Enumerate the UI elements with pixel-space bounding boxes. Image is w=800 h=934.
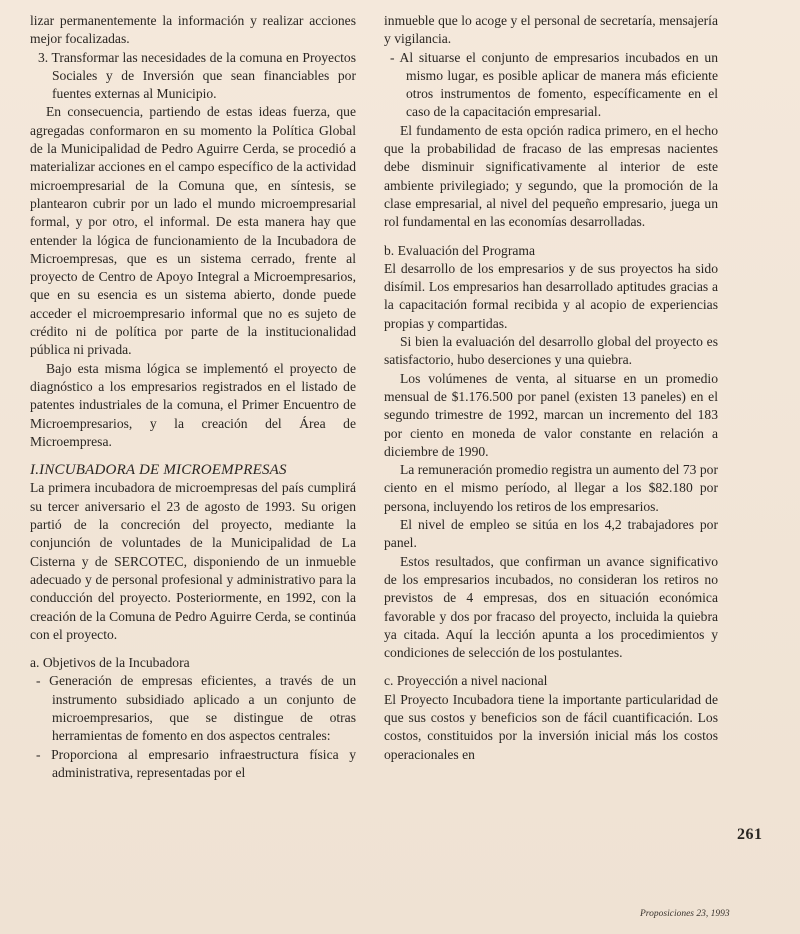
paragraph-fundamento: El fundamento de esta opción radica primero, en el hecho que la probabilidad de fracaso de las empresas nacientes debe disminuir significativamente al interior de este ambiente privilegiado; y segundo, que la promoción de la clase empresarial, al nivel del pequeño empresario, juega un rol fundamental en las economías desarrolladas. [384, 122, 718, 230]
paragraph-consecuencia: En consecuencia, partiendo de estas ideas fuerza, que agregadas conformaron en su momento la Política Global de la Municipalidad de Pedro Aguirre Cerda, se procedió a materializar acciones en el campo específico de la actividad microempresarial de la Comuna que, en síntesis, se plantearon cubrir por un lado el mundo microempresarial formal, y por otro, el informal. De esta manera hay que entender la lógica de funcionamiento de la Incubadora de Microempresas, que es un sistema cerrado, frente al proyecto de Centro de Apoyo Integral a Microempresarios, que en su esencia es un sistema abierto, donde puede acceder el microempresario informal que no es sujeto de crédito ni de política por parte de la institucionalidad pública ni privada. [30, 104, 356, 358]
paragraph-primera-incubadora: La primera incubadora de microempresas del país cumplirá su tercer aniversario el 23 de agosto de 1993. Su origen partió de la concreción del proyecto, mediante la conjunción de voluntades de la Municipalidad de La Cisterna y de SERCOTEC, disponiendo de un inmueble adecuado y de personal profesional y administrativo para la conducción del proyecto. Posteriormente, en 1992, con la creación de la Comuna de Pedro Aguirre Cerda, se continúa con el proyecto. [30, 480, 356, 642]
paragraph-resultados: Estos resultados, que confirman un avance significativo de los empresarios incubados, no consideran los retiros no previstos de 4 empresas, dos en situación económica favorable y dos por fracaso del proyecto, incluida la quiebra ya citada. Aquí la lección apunta a los procedimientos y condiciones de selección de los postulantes. [384, 553, 718, 661]
paragraph-desarrollo: El desarrollo de los empresarios y de sus proyectos ha sido disímil. Los empresarios han desarrollado aptitudes gracias a la capacitación formal recibida y al acopio de experiencias propias y compartidas. [384, 260, 718, 331]
bullet-generacion: - Generación de empresas eficientes, a través de un instrumento subsidiado aplicado a un conjunto de microempresarios, que se distingue de otras herramientas de fomento en dos aspectos centrales: [36, 673, 356, 744]
subheading-evaluacion: b. Evaluación del Programa [384, 242, 535, 258]
bullet-al-situarse: - Al situarse el conjunto de empresarios incubados en un mismo lugar, es posible aplicar de manera más eficiente otros instrumentos de fomento, específicamente en el caso de la capacitación empresarial. [390, 49, 718, 120]
page-number: 261 [737, 826, 763, 843]
paragraph-si-bien: Si bien la evaluación del desarrollo global del proyecto es satisfactorio, hubo deserciones y una quiebra. [384, 334, 718, 368]
section-heading-incubadora: I.INCUBADORA DE MICROEMPRESAS [30, 462, 287, 479]
right-column [384, 12, 718, 764]
bullet-proporciona: - Proporciona al empresario infraestructura física y administrativa, representadas por el [36, 746, 356, 780]
paragraph-empleo: El nivel de empleo se sitúa en los 4,2 trabajadores por panel. [384, 517, 718, 551]
paragraph-remuneracion: La remuneración promedio registra un aumento del 73 por ciento en el mismo período, al llegar a los $82.180 por persona, incluyendo los retiros de los empresarios. [384, 462, 718, 514]
paragraph-volumenes: Los volúmenes de venta, al situarse en un promedio mensual de $1.176.500 por panel (existen 13 paneles) en el segundo trimestre de 1992, marcan un incremento del 183 por ciento en moneda de valor constante en relación a diciembre de 1990. [384, 370, 718, 459]
paragraph-bajo-esta-logica: Bajo esta misma lógica se implementó el proyecto de diagnóstico a los empresarios registrados en el listado de patentes industriales de la comuna, el Primer Encuentro de Microempresarios, y la creación del Área de Microempresa. [30, 360, 356, 449]
subheading-proyeccion: c. Proyección a nivel nacional [384, 673, 548, 689]
subheading-objetivos: a. Objetivos de la Incubadora [30, 655, 190, 671]
left-column [30, 12, 356, 782]
paragraph-proyecto-incubadora: El Proyecto Incubadora tiene la importante particularidad de que sus costos y beneficios son de fácil cuantificación. Los costos, constituidos por la inversión inicial más los costos operacionales en [384, 691, 718, 762]
paragraph-carryover-right: inmueble que lo acoge y el personal de secretaría, mensajería y vigilancia. [384, 13, 718, 47]
footer-publication: Proposiciones 23, 1993 [640, 909, 730, 919]
list-item-3: 3. Transformar las necesidades de la comuna en Proyectos Sociales y de Inversión que sean financiables por fuentes externas al Municipio. [38, 49, 356, 102]
paragraph-carryover: lizar permanentemente la información y realizar acciones mejor focalizadas. [30, 13, 356, 47]
